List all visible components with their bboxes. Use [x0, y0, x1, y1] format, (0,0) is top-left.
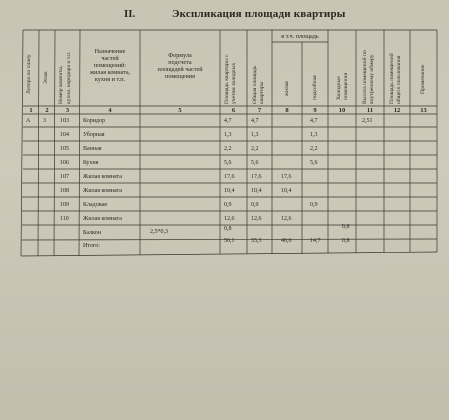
cell-podsob: 0,9: [310, 202, 318, 208]
col-number: 5: [178, 107, 182, 114]
cell-podsob: 4,7: [310, 118, 318, 124]
cell-obsh: 2,2: [251, 146, 259, 152]
cell-s-uch: 0,8: [224, 226, 232, 232]
cell-nomer: 108: [60, 188, 69, 194]
col-number: 1: [29, 107, 33, 114]
cell-podsob: 1,3: [310, 132, 318, 138]
col-number: 6: [231, 107, 236, 114]
cell-nomer: 110: [60, 216, 69, 222]
cell-zhil: 10,4: [281, 188, 292, 194]
cell-nomer: 107: [60, 174, 69, 180]
cell-podsob: 14,7: [310, 238, 321, 244]
header-s-uchetom-1: Площадь квартиры с: [224, 54, 230, 104]
header-obshaya-1: Общая площадь: [252, 65, 258, 104]
col-number: 3: [65, 107, 70, 114]
header-naimenovanie-line: помещений:: [93, 62, 127, 69]
header-holodnye-2: помещения: [343, 72, 349, 100]
cell-name: Уборная: [83, 132, 105, 138]
header-nomer-1: Номер комнаты,: [58, 65, 64, 104]
cell-litera: А: [26, 118, 31, 124]
cell-nomer: 109: [60, 202, 69, 208]
cell-s-uch: 17,6: [224, 174, 235, 180]
header-naimenovanie-line: кухня и т.п.: [94, 76, 126, 83]
header-naimenovanie-line: жилая комната,: [89, 69, 131, 76]
cell-holod: 0,8: [342, 224, 350, 230]
cell-name: Ванная: [83, 146, 102, 152]
cell-holod: 0,8: [342, 238, 350, 244]
header-formula: [140, 52, 220, 80]
document-title: Экспликация площади квартиры: [172, 8, 346, 20]
cell-s-uch: 2,2: [224, 146, 232, 152]
cell-nomer: 103: [60, 118, 69, 124]
cell-obsh: 5,6: [251, 160, 259, 166]
cell-nomer: 106: [60, 160, 69, 166]
header-holodnye-1: Холодные: [336, 76, 342, 100]
cell-obsh: 55,3: [251, 238, 262, 244]
header-nomer-2: кухни, коридора и т.п.: [66, 51, 72, 104]
header-naimenovanie-line: Назначение: [94, 48, 126, 55]
header-v-t-ch: в т.ч. площадь: [281, 33, 319, 40]
cell-s-uch: 10,4: [224, 188, 235, 194]
cell-s-uch: 0,9: [224, 202, 232, 208]
cell-zhil: 17,6: [281, 174, 292, 180]
header-primechanie: Примечание: [420, 64, 426, 94]
header-obsh-polz-2: общего пользования: [396, 55, 402, 104]
cell-s-uch: 4,7: [224, 118, 232, 124]
section-number: II.: [124, 8, 136, 20]
cell-name: Балкон: [83, 230, 101, 236]
header-podsobnaya: подсобная: [312, 75, 318, 100]
cell-nomer: 105: [60, 146, 69, 152]
header-formula-line: площадей частей: [157, 66, 203, 73]
cell-podsob: 2,2: [310, 146, 318, 152]
col-number: 9: [313, 107, 317, 114]
col-number: 11: [366, 107, 374, 114]
header-formula-line: помещения: [165, 73, 195, 80]
col-number: 12: [393, 107, 401, 114]
col-number: 7: [257, 107, 262, 114]
cell-name: Жилая комната: [83, 216, 122, 222]
cell-obsh: 4,7: [251, 118, 259, 124]
cell-formula: 2,5*0,3: [150, 229, 168, 235]
col-number: 2: [45, 107, 49, 114]
header-s-uchetom-2: учетом холодных: [231, 62, 237, 104]
col-number: 8: [285, 107, 289, 114]
cell-etazh: 3: [43, 118, 46, 124]
header-formula-line: подсчета: [168, 59, 192, 66]
col-number: 10: [338, 107, 346, 114]
header-naimenovanie: [80, 48, 140, 83]
header-obsh-polz-1: Площадь помещений: [389, 53, 395, 104]
cell-s-uch: 12,6: [224, 216, 235, 222]
cell-vys: 2,51: [362, 118, 373, 124]
cell-obsh: 10,4: [251, 188, 262, 194]
header-vysota-2: внутреннему обмеру: [369, 54, 375, 104]
cell-nomer: 104: [60, 132, 69, 138]
cell-obsh: 0,9: [251, 202, 259, 208]
cell-podsob: 5,6: [310, 160, 318, 166]
header-obshaya-2: квартиры: [259, 81, 265, 104]
cell-zhil: 40,6: [281, 238, 292, 244]
cell-obsh: 1,3: [251, 132, 259, 138]
header-naimenovanie-line: частей: [101, 55, 119, 62]
header-formula-line: Формула: [168, 52, 192, 59]
header-litera: Литера по плану: [26, 54, 32, 94]
cell-name: Кухня: [83, 160, 99, 166]
cell-obsh: 12,6: [251, 216, 262, 222]
cell-s-uch: 5,6: [224, 160, 232, 166]
header-etazh: Этаж: [43, 71, 49, 84]
cell-name: Кладовая: [83, 202, 107, 208]
cell-name: Жилая комната: [83, 174, 122, 180]
header-vysota-1: Высота помещений по: [362, 50, 368, 104]
col-number: 13: [420, 107, 427, 114]
col-number: 4: [108, 107, 112, 114]
header-zhilaya: жилая: [284, 81, 290, 96]
cell-name: Итого:: [83, 243, 100, 249]
cell-obsh: 17,6: [251, 174, 262, 180]
cell-zhil: 12,6: [281, 216, 292, 222]
cell-s-uch: 1,3: [224, 132, 232, 138]
cell-s-uch: 56,1: [224, 238, 235, 244]
cell-name: Коридор: [83, 118, 105, 124]
cell-name: Жилая комната: [83, 188, 122, 194]
